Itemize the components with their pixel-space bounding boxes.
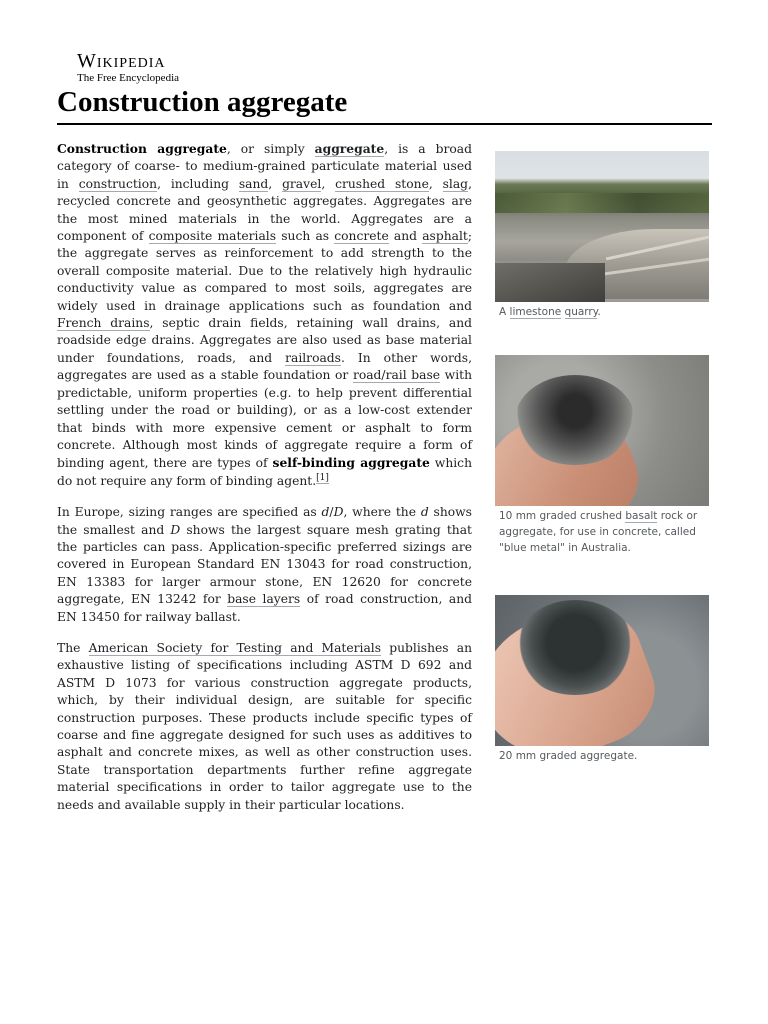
italic-text: d — [420, 505, 429, 520]
bold-term: self-binding aggregate — [272, 455, 430, 471]
title-rule — [57, 123, 712, 125]
logo-tagline: The Free Encyclopedia — [77, 72, 180, 84]
article-link[interactable]: gravel — [282, 176, 322, 191]
article-body — [57, 140, 472, 828]
paragraph-europe: In Europe, sizing ranges are specified as d/D, where the d shows the smallest and D shows the largest square mesh grating that the particles can pass. Application-specific preferred sizings are covered in European Standard EN 13043 for road construction, EN 13383 for larger armour stone, EN 12620 for concrete aggregate, EN 13242 for base layers of road construction, and EN 13450 for railway ballast. — [57, 505, 472, 624]
bold-link[interactable]: aggregate — [314, 141, 385, 156]
article-link[interactable]: crushed stone — [335, 176, 429, 191]
article-link[interactable]: quarry — [564, 306, 598, 318]
paragraph-intro: Construction aggregate, or simply aggregate, is a broad category of coarse- to medium-grained particulate material used in construction, including sand, gravel, crushed stone, slag, recycled concrete and geosynthetic aggregates. Aggregates are the most mined materials in the world. Aggregates are a component of composite materials such as concrete and asphalt; the aggregate serves as reinforcement to add strength to the overall composite material. Due to the relatively high hydraulic conductivity value as compared to most soils, aggregates are widely used in drainage applications such as foundation and French drains, septic drain fields, retaining wall drains, and roadside edge drains. Aggregates are also used as base material under foundations, roads, and railroads. In other words, aggregates are used as a stable foundation or road/rail base with predictable, uniform properties (e.g. to help prevent differential settling under the road or building), or as a low-cost extender that binds with more expensive cement or asphalt to form concrete. Although most kinds of aggregate require a form of binding agent, there are types of self-binding aggregate which do not require any form of binding agent.[1] — [57, 141, 473, 488]
article-link[interactable]: American Society for Testing and Materials — [88, 640, 382, 655]
article-link[interactable]: asphalt — [422, 229, 468, 244]
figure-quarry — [495, 151, 709, 320]
figure-20mm — [495, 595, 709, 764]
italic-text: D — [170, 522, 181, 537]
article-link[interactable]: slag — [442, 176, 469, 191]
wikipedia-logo[interactable] — [77, 50, 179, 84]
article-link[interactable]: road/rail base — [352, 368, 441, 383]
figure-basalt — [495, 355, 709, 556]
figure-caption: 10 mm graded crushed basalt rock or aggregate, for use in concrete, called "blue metal" in Australia. — [499, 510, 698, 554]
paragraph-astm: The American Society for Testing and Materials publishes an exhaustive listing of specifications including ASTM D 692 and ASTM D 1073 for various construction aggregate products, which, by their individual design, are suitable for specific construction purposes. These products include specific types of coarse and fine aggregate designed for such uses as additives to asphalt and concrete mixes, as well as other construction uses. State transportation departments further refine aggregate material specifications in order to tailor aggregate use to the needs and available supply in their particular locations. — [57, 640, 473, 812]
figure-caption: A limestone quarry. — [499, 306, 601, 318]
article-link[interactable]: concrete — [334, 229, 389, 244]
quarry-photo[interactable] — [495, 151, 709, 302]
basalt-photo[interactable] — [495, 355, 709, 506]
logo-wordmark: Wikipedia — [77, 50, 166, 72]
article-link[interactable]: French drains — [57, 316, 150, 331]
italic-text: D — [333, 505, 344, 520]
italic-text: d — [321, 505, 330, 520]
figure-caption: 20 mm graded aggregate. — [499, 750, 638, 762]
article-link[interactable]: composite materials — [148, 229, 277, 244]
article-link[interactable]: construction — [78, 176, 158, 191]
article-link[interactable]: base layers — [227, 592, 301, 607]
bold-term: Construction aggregate — [57, 141, 227, 156]
article-link[interactable]: basalt — [625, 510, 658, 522]
article-link[interactable]: railroads — [285, 350, 341, 365]
article-link[interactable]: sand — [238, 176, 269, 191]
citation-link[interactable]: [1] — [316, 472, 329, 483]
article-link[interactable]: limestone — [509, 306, 562, 318]
page-title: Construction aggregate — [57, 86, 348, 118]
aggregate-photo[interactable] — [495, 595, 709, 746]
